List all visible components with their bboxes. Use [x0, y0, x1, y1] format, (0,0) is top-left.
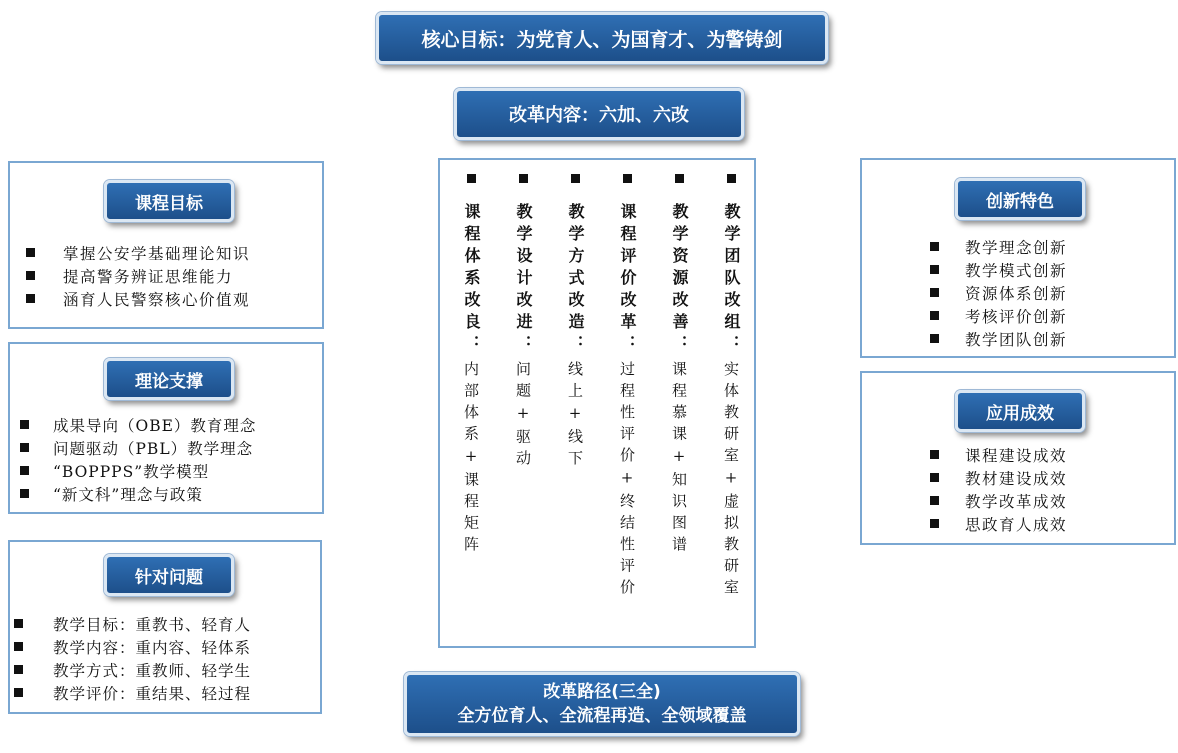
list-item: 教学目标：重教书、轻育人 [14, 612, 251, 635]
bullet-icon [930, 288, 939, 297]
target-problems-list [14, 612, 251, 704]
theory-support-title-text: 理论支撑 [135, 371, 203, 392]
reform-column [666, 170, 692, 558]
bullet-icon [467, 174, 476, 183]
theory-support-title [104, 358, 234, 400]
bullet-icon [930, 242, 939, 251]
reform-path-line2: 全方位育人、全流程再造、全领域覆盖 [457, 706, 747, 726]
list-item: 成果导向（OBE）教育理念 [20, 413, 256, 436]
reform-content-text: 改革内容：六加、六改 [509, 105, 689, 126]
target-problems-title [104, 554, 234, 596]
list-item: 掌握公安学基础理论知识 [26, 241, 250, 264]
innovation-list [930, 235, 1067, 350]
theory-support-list [20, 413, 256, 505]
target-problems-title-text: 针对问题 [135, 567, 203, 588]
bullet-icon [20, 466, 29, 475]
reform-body: 问题+驱动 [514, 361, 532, 472]
list-item: 教学模式创新 [930, 258, 1067, 281]
application-title [955, 390, 1085, 432]
course-goals-list [26, 241, 250, 310]
list-item: “BOPPPS”教学模型 [20, 459, 256, 482]
list-item: 教学内容：重内容、轻体系 [14, 635, 251, 658]
reform-title: 教学方式改造： [566, 203, 585, 357]
bullet-icon [20, 443, 29, 452]
reform-title: 课程评价改革： [618, 203, 637, 357]
bullet-icon [675, 174, 684, 183]
list-item: 涵育人民警察核心价值观 [26, 287, 250, 310]
course-goals-title [104, 180, 234, 222]
bullet-icon [26, 271, 35, 280]
reform-column [718, 170, 744, 601]
reform-body: 课程慕课+知识图谱 [670, 361, 688, 558]
list-item: “新文科”理念与政策 [20, 482, 256, 505]
reform-columns-box [438, 158, 756, 648]
bullet-icon [930, 334, 939, 343]
bullet-icon [930, 496, 939, 505]
bullet-icon [20, 489, 29, 498]
reform-column [562, 170, 588, 472]
reform-title: 教学团队改组： [722, 203, 741, 357]
bullet-icon [930, 311, 939, 320]
bullet-icon [623, 174, 632, 183]
reform-title: 教学资源改善： [670, 203, 689, 357]
reform-path-line1: 改革路径(三全) [543, 682, 661, 702]
bullet-icon [930, 473, 939, 482]
list-item: 教学理念创新 [930, 235, 1067, 258]
bullet-icon [20, 420, 29, 429]
application-list [930, 443, 1067, 535]
innovation-title [955, 178, 1085, 220]
core-goal-text: 核心目标：为党育人、为国育才、为警铸剑 [421, 28, 783, 51]
list-item: 教学方式：重教师、轻学生 [14, 658, 251, 681]
core-goal-banner [376, 12, 828, 64]
list-item: 课程建设成效 [930, 443, 1067, 466]
bullet-icon [519, 174, 528, 183]
bullet-icon [14, 688, 23, 697]
bullet-icon [26, 294, 35, 303]
bullet-icon [14, 665, 23, 674]
reform-path-banner [404, 672, 800, 736]
reform-body: 内部体系+课程矩阵 [462, 361, 480, 558]
course-goals-title-text: 课程目标 [135, 193, 203, 214]
application-title-text: 应用成效 [986, 403, 1054, 424]
innovation-title-text: 创新特色 [986, 191, 1054, 212]
list-item: 问题驱动（PBL）教学理念 [20, 436, 256, 459]
bullet-icon [26, 248, 35, 257]
reform-body: 过程性评价+终结性评价 [618, 361, 636, 601]
bullet-icon [930, 450, 939, 459]
list-item: 教学评价：重结果、轻过程 [14, 681, 251, 704]
bullet-icon [727, 174, 736, 183]
list-item: 资源体系创新 [930, 281, 1067, 304]
bullet-icon [930, 265, 939, 274]
list-item: 思政育人成效 [930, 512, 1067, 535]
list-item: 考核评价创新 [930, 304, 1067, 327]
reform-body: 线上+线下 [566, 361, 584, 472]
reform-column [614, 170, 640, 601]
reform-title: 课程体系改良： [462, 203, 481, 357]
reform-column [458, 170, 484, 558]
reform-column [510, 170, 536, 472]
reform-content-banner [454, 88, 744, 140]
reform-body: 实体教研室+虚拟教研室 [722, 361, 740, 601]
list-item: 提高警务辨证思维能力 [26, 264, 250, 287]
bullet-icon [14, 619, 23, 628]
bullet-icon [14, 642, 23, 651]
bullet-icon [571, 174, 580, 183]
list-item: 教材建设成效 [930, 466, 1067, 489]
bullet-icon [930, 519, 939, 528]
reform-title: 教学设计改进： [514, 203, 533, 357]
list-item: 教学改革成效 [930, 489, 1067, 512]
list-item: 教学团队创新 [930, 327, 1067, 350]
